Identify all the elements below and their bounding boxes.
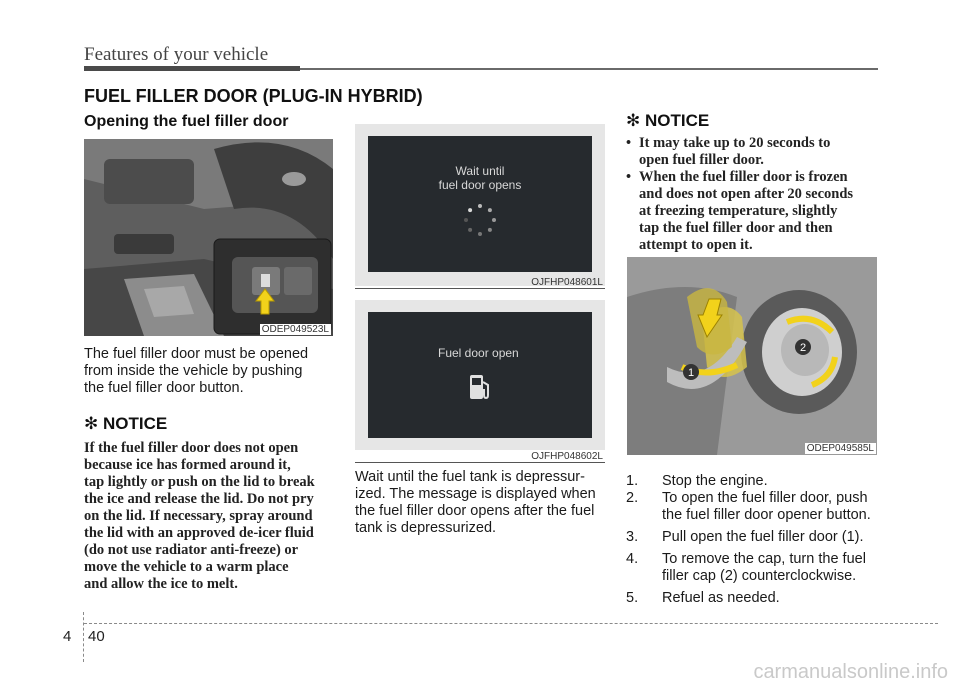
callout-2: 2 bbox=[799, 342, 807, 354]
cluster-screen bbox=[368, 312, 592, 438]
text-line: ized. The message is displayed when bbox=[355, 486, 596, 502]
footer-rule bbox=[84, 623, 938, 624]
text-line: because ice has formed around it, bbox=[84, 457, 291, 473]
display-line: Wait until bbox=[455, 164, 505, 178]
header-rule-dark bbox=[84, 66, 300, 71]
text-line: move the vehicle to a warm place bbox=[84, 559, 289, 575]
text-line: Pull open the fuel filler door (1). bbox=[662, 529, 864, 545]
text-line: (do not use radiator anti-freeze) or bbox=[84, 542, 299, 558]
loading-spinner-icon bbox=[460, 200, 500, 240]
text-line: If the fuel filler door does not open bbox=[84, 440, 299, 456]
notice-label: NOTICE bbox=[644, 111, 710, 130]
list-item bbox=[626, 473, 882, 490]
display-panel-open bbox=[355, 300, 605, 450]
step-number: 3. bbox=[626, 529, 639, 545]
site-watermark: carmanualsonline.info bbox=[753, 661, 948, 683]
text-line: Stop the engine. bbox=[662, 473, 768, 489]
text-line: • It may take up to 20 seconds to bbox=[639, 135, 831, 151]
intro-paragraph bbox=[84, 346, 349, 397]
interior-button-photo bbox=[84, 139, 333, 336]
fuel-pump-icon bbox=[467, 372, 493, 402]
text-line: the fuel filler door button. bbox=[84, 380, 244, 396]
notice-bullets bbox=[626, 135, 881, 254]
image-caption: OJFHP048602L bbox=[531, 451, 603, 462]
list-item bbox=[626, 169, 881, 254]
list-item bbox=[626, 490, 882, 524]
notice-heading bbox=[84, 414, 167, 434]
text-line: Refuel as needed. bbox=[662, 590, 780, 606]
text-line: open fuel filler door. bbox=[639, 152, 764, 168]
text-line: The fuel filler door must be opened bbox=[84, 346, 309, 362]
text-line: tap lightly or push on the lid to break bbox=[84, 474, 315, 490]
footer-separator bbox=[83, 612, 84, 662]
subsection-title: Opening the fuel filler door bbox=[84, 113, 289, 130]
text-line: the ice and release the lid. Do not pry bbox=[84, 491, 314, 507]
text-line: the fuel filler door opener button. bbox=[662, 507, 871, 523]
caption-divider bbox=[355, 462, 605, 463]
section-number: 4 bbox=[63, 628, 72, 645]
text-line: from inside the vehicle by pushing bbox=[84, 363, 303, 379]
text-line: To remove the cap, turn the fuel bbox=[662, 551, 866, 567]
list-item bbox=[626, 551, 882, 585]
image-caption: ODEP049585L bbox=[806, 443, 874, 454]
text-line: and allow the ice to melt. bbox=[84, 576, 238, 592]
text-line: • When the fuel filler door is frozen bbox=[639, 169, 848, 185]
running-header: Features of your vehicle bbox=[84, 44, 269, 65]
image-caption: ODEP049523L bbox=[261, 324, 329, 335]
text-line: tank is depressurized. bbox=[355, 520, 497, 536]
notice-body bbox=[84, 440, 349, 593]
fuel-door-illustration bbox=[627, 257, 877, 455]
display-line: Fuel door open bbox=[438, 346, 519, 360]
page-number: 40 bbox=[88, 628, 105, 645]
text-line: and does not open after 20 seconds bbox=[639, 186, 854, 202]
interior-illustration bbox=[84, 139, 333, 336]
text-line: attempt to open it. bbox=[639, 237, 753, 253]
list-item bbox=[626, 529, 882, 546]
header-rule bbox=[300, 68, 878, 70]
image-caption: OJFHP048601L bbox=[531, 277, 603, 288]
text-line: the lid with an approved de-icer fluid bbox=[84, 525, 314, 541]
notice-x-icon: ✻ bbox=[626, 111, 641, 130]
text-line: Wait until the fuel tank is depressur- bbox=[355, 469, 585, 485]
step-number: 4. bbox=[626, 551, 639, 567]
text-line: the fuel filler door opens after the fuel bbox=[355, 503, 595, 519]
text-line: at freezing temperature, slightly bbox=[639, 203, 838, 219]
step-number: 5. bbox=[626, 590, 639, 606]
text-line: tap the fuel filler door and then bbox=[639, 220, 833, 236]
step-number: 2. bbox=[626, 490, 639, 506]
list-item bbox=[626, 135, 881, 169]
notice-x-icon: ✻ bbox=[84, 414, 99, 433]
notice-heading bbox=[626, 111, 709, 131]
notice-label: NOTICE bbox=[102, 414, 168, 433]
display-line: fuel door opens bbox=[438, 178, 522, 192]
refuel-steps bbox=[626, 473, 882, 607]
list-item bbox=[626, 590, 882, 607]
cluster-screen bbox=[368, 136, 592, 272]
step-number: 1. bbox=[626, 473, 639, 489]
depressurize-paragraph bbox=[355, 469, 607, 537]
text-line: on the lid. If necessary, spray around bbox=[84, 508, 313, 524]
callout-1: 1 bbox=[687, 367, 695, 379]
caption-divider bbox=[355, 288, 605, 289]
text-line: To open the fuel filler door, push bbox=[662, 490, 868, 506]
fuel-door-photo bbox=[627, 257, 877, 455]
section-title: FUEL FILLER DOOR (PLUG-IN HYBRID) bbox=[84, 86, 423, 106]
text-line: filler cap (2) counterclockwise. bbox=[662, 568, 857, 584]
display-panel-waiting bbox=[355, 124, 605, 286]
